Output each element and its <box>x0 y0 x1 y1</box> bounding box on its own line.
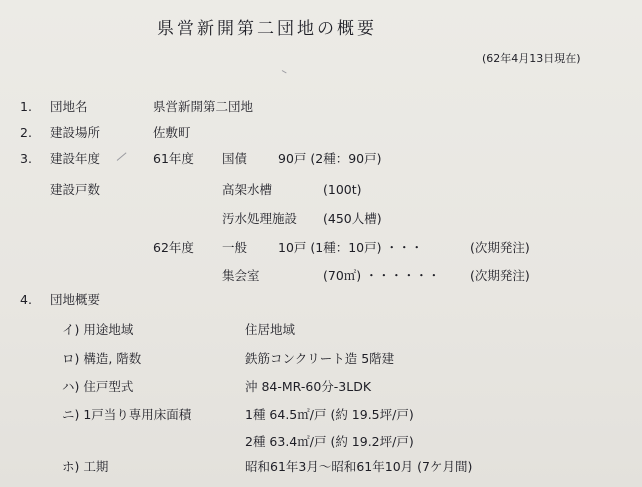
construction-item-name: 高架水槽 <box>222 182 273 197</box>
construction-item-name: 集会室 <box>222 268 260 283</box>
overview-value: 鉄筋コンクリート造 5階建 <box>245 351 395 366</box>
construction-site: 佐敷町 <box>153 125 191 140</box>
overview-label: ニ) 1戸当り専用床面積 <box>62 407 192 422</box>
pencil-mark <box>117 152 127 160</box>
construction-item-name: 国債 <box>222 151 248 166</box>
section-number: 2. <box>20 125 32 140</box>
overview-label: イ) 用途地域 <box>62 322 134 337</box>
complex-name: 県営新開第二団地 <box>153 99 254 114</box>
overview-value-second: 2種 63.4㎡/戸 (約 19.2坪/戸) <box>245 434 414 449</box>
pencil-mark <box>282 70 287 73</box>
construction-item-name: 一般 <box>222 240 248 255</box>
document-title: 県営新開第二団地の概要 <box>157 19 377 39</box>
overview-label: ハ) 住戸型式 <box>62 379 134 394</box>
overview-value: 1種 64.5㎡/戸 (約 19.5坪/戸) <box>245 407 414 422</box>
section-label: 団地名 <box>50 99 88 114</box>
construction-item-detail: (70㎡) ・・・・・・ <box>323 268 441 283</box>
overview-value: 昭和61年3月～昭和61年10月 (7ケ月間) <box>245 459 473 474</box>
construction-item-note: (次期発注) <box>470 240 530 255</box>
construction-item-detail: (450人槽) <box>323 211 382 226</box>
construction-item-detail: (100t) <box>323 182 362 197</box>
construction-item-detail: 90戸 (2種：90戸) <box>278 151 382 166</box>
overview-label: ロ) 構造, 階数 <box>62 351 142 366</box>
overview-value: 沖 84-MR-60分-3LDK <box>245 379 372 394</box>
section-label: 団地概要 <box>50 292 101 307</box>
overview-label: ホ) 工期 <box>62 459 109 474</box>
section-label: 建設場所 <box>50 125 101 140</box>
overview-value: 住居地域 <box>245 322 296 337</box>
construction-item-detail: 10戸 (1種：10戸) ・・・ <box>278 240 423 255</box>
section-number: 4. <box>20 292 32 307</box>
section-sublabel: 建設戸数 <box>50 182 101 197</box>
section-number: 3. <box>20 151 32 166</box>
construction-item-name: 汚水処理施設 <box>222 211 298 226</box>
as-of-date: (62年4月13日現在) <box>482 52 581 65</box>
section-label: 建設年度 <box>50 151 101 166</box>
construction-item-note: (次期発注) <box>470 268 530 283</box>
fiscal-year-62: 62年度 <box>153 240 194 255</box>
section-number: 1. <box>20 99 32 114</box>
fiscal-year-61: 61年度 <box>153 151 194 166</box>
